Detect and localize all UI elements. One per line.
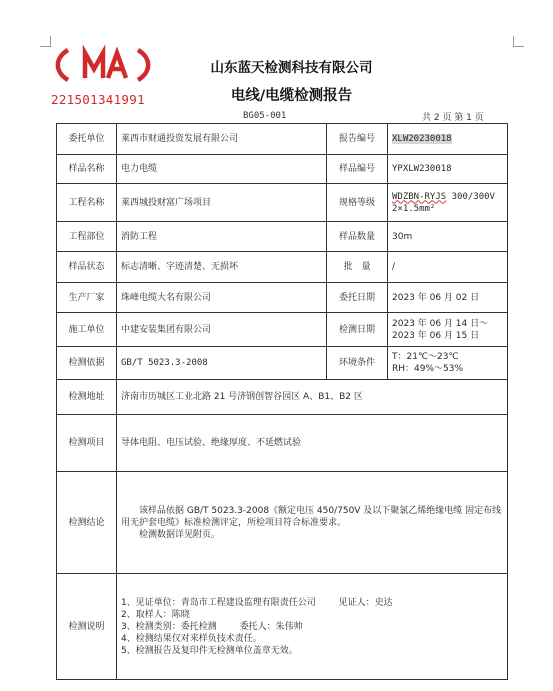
registration-number: 221501341991	[51, 92, 145, 107]
batch-label: 批 量	[327, 252, 388, 283]
spec-value	[388, 184, 508, 222]
note-item: 2、取样人：陈晓	[121, 609, 190, 620]
state-label: 样品状态	[57, 252, 117, 283]
table-row	[57, 472, 508, 574]
env-label: 环境条件	[327, 347, 388, 380]
basis-label: 检测依据	[57, 347, 117, 380]
spec-label: 规格等级	[327, 184, 388, 222]
company-name: 山东蓝天检测科技有限公司	[210, 60, 373, 76]
table-row	[57, 574, 508, 680]
table-row	[57, 380, 508, 415]
part-label: 工程部位	[57, 222, 117, 252]
builder-label: 施工单位	[57, 313, 117, 347]
client-value: 莱西市财通投资发展有限公司	[117, 124, 327, 155]
items-label: 检测项目	[57, 415, 117, 472]
test-date-label: 检测日期	[327, 313, 388, 347]
sample-no-value: YPXLW230018	[388, 155, 508, 184]
report-no-label: 报告编号	[327, 124, 388, 155]
table-row	[57, 155, 508, 184]
quantity-label: 样品数量	[327, 222, 388, 252]
note-item: 3、检测类别：委托检测 委托人：朱伟帅	[121, 621, 303, 632]
doc-code: BG05-001	[243, 111, 287, 121]
part-value: 消防工程	[117, 222, 327, 252]
sample-name-value: 电力电缆	[117, 155, 327, 184]
table-row	[57, 313, 508, 347]
note-item: 1、见证单位：青岛市工程建设监理有限责任公司 见证人：史达	[121, 597, 393, 608]
table-row	[57, 347, 508, 380]
table-row	[57, 252, 508, 283]
page-count: 共 2 页 第 1 页	[422, 113, 484, 123]
spec-size: 2×1.5mm²	[392, 203, 436, 214]
table-row	[57, 222, 508, 252]
test-date-value	[388, 313, 508, 347]
state-value: 标志清晰、字迹清楚、无损坏	[117, 252, 327, 283]
crop-mark-top-left	[40, 36, 51, 47]
env-line-1: T：21℃～23℃	[392, 352, 459, 362]
conclusion-data-note: 检测数据详见附页。	[139, 529, 221, 540]
quantity-value: 30m	[388, 222, 508, 252]
basis-value: GB/T 5023.3-2008	[117, 347, 327, 380]
crop-mark-top-right	[513, 36, 524, 47]
project-label: 工程名称	[57, 184, 117, 222]
entrust-date-value: 2023 年 06 月 02 日	[388, 283, 508, 313]
report-no-value: XLW20230018	[392, 134, 452, 144]
project-value: 莱西城投财富广场项目	[117, 184, 327, 222]
conclusion-text	[117, 472, 508, 574]
notes-label: 检测说明	[57, 574, 117, 680]
table-row	[57, 184, 508, 222]
note-item: 5、检测报告及复印件无检测单位盖章无效。	[121, 645, 298, 656]
maker-label: 生产厂家	[57, 283, 117, 313]
env-line-2: RH：49%～53%	[392, 364, 464, 374]
spec-model: WDZBN-RYJS	[392, 191, 447, 202]
report-title: 电线/电缆检测报告	[230, 88, 353, 104]
test-date-line-1: 2023 年 06 月 14 日～	[392, 318, 489, 329]
sample-name-label: 样品名称	[57, 155, 117, 184]
builder-value: 中建安装集团有限公司	[117, 313, 327, 347]
spec-voltage: 300/300V	[446, 191, 495, 202]
sample-no-label: 样品编号	[327, 155, 388, 184]
table-row	[57, 283, 508, 313]
report-table	[56, 123, 508, 680]
items-value: 导体电阻、电压试验、绝缘厚度、不延燃试验	[117, 415, 508, 472]
entrust-date-label: 委托日期	[327, 283, 388, 313]
table-row	[57, 124, 508, 155]
client-label: 委托单位	[57, 124, 117, 155]
test-date-line-2: 2023 年 06 月 15 日	[392, 330, 480, 341]
batch-value: /	[388, 252, 508, 283]
conclusion-paragraph: 该样品依据 GB/T 5023.3-2008《额定电压 450/750V 及以下聚氯乙烯绝缘电缆 固定布线用无护套电缆》标准检测评定，所检项目符合标准要求。	[121, 505, 502, 528]
notes-list	[117, 574, 508, 680]
conclusion-label: 检测结论	[57, 472, 117, 574]
table-row	[57, 415, 508, 472]
address-value: 济南市历城区工业北路 21 号济钢创智谷园区 A、B1、B2 区	[117, 380, 508, 415]
env-value	[388, 347, 508, 380]
maker-value: 珠峰电缆大名有限公司	[117, 283, 327, 313]
address-label: 检测地址	[57, 380, 117, 415]
note-item: 4、检测结果仅对来样负技术责任。	[121, 633, 262, 644]
